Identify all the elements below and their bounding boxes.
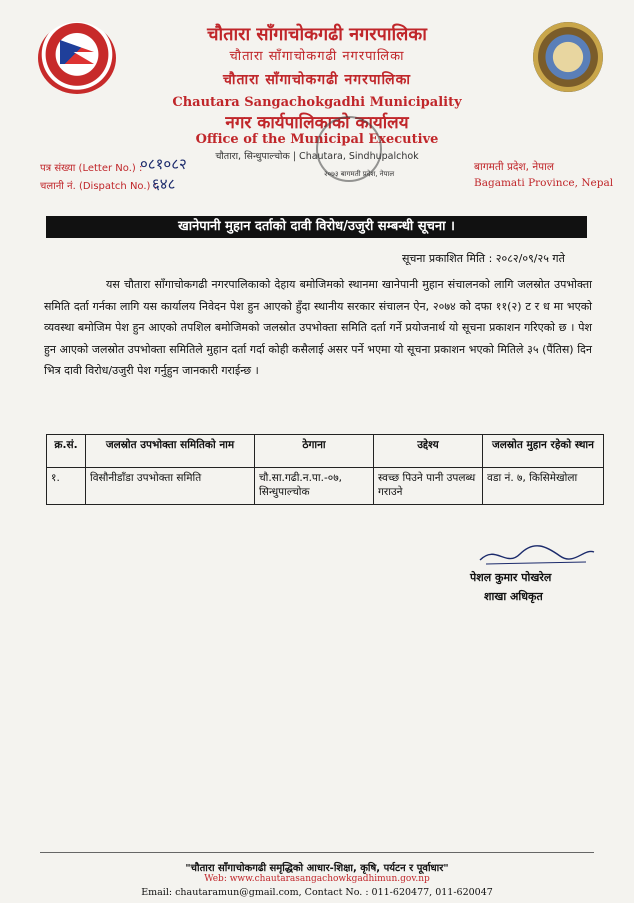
office-name-nepali: नगर कार्यपालिकाको कार्यालय (225, 113, 409, 133)
table-header-row (47, 435, 604, 468)
office-name-english: Office of the Municipal Executive (195, 132, 439, 147)
col-committee-name: जलस्रोत उपभोक्ता समितिको नाम (86, 435, 255, 468)
col-purpose: उद्देश्य (374, 435, 483, 468)
dispatch-no-label: चलानी नं. (Dispatch No.) : (40, 181, 157, 192)
notice-title-banner: खानेपानी मुहान दर्ताको दावी विरोध/उजुरी सम्बन्धी सूचना । (46, 216, 587, 238)
notice-body: यस चौतारा साँगाचोकगढी नगरपालिकाको देहाय बमोजिमको स्थानमा खानेपानी मुहान संचालनको लागि जलस्रोत उपभोक्ता समिति दर्ता गर्नका लागि यस कार्यालय निवेदन पेश हुन आएको हुँदा स्थानीय सरकार संचालन ऐन, २०७४ को दफा ११(२) ट र ध मा भएको व्यवस्था बमोजिम पेश हुन आएको तपशिल बमोजिमको जलस्रोत उपभोक्ता समिति दर्ता गर्ने प्रयोजनार्थ यो सूचना प्रकाशन गरिएको छ । पेश हुन आएको जलस्रोत उपभोक्ता समितिले मुहान दर्ता गर्दा कोही कसैलाई असर पर्ने भएमा यो सूचना प्रकाशन भएको मितिले ३५ (पैंतिस) दिन भित्र दावी विरोध/उजुरी पेश गर्नुहुन जानकारी गराईन्छ । (44, 278, 592, 377)
letter-no-value: ०८१०८२ (140, 155, 187, 173)
province-english: Bagamati Province, Nepal (474, 177, 614, 189)
handwritten-signature (476, 540, 598, 570)
province-nepali: बागमती प्रदेश, नेपाल (474, 161, 554, 173)
cell-serial: १. (47, 468, 86, 505)
footer-contact: Email: chautaramun@gmail.com, Contact No. : 011-620477, 011-620047 (141, 887, 493, 898)
municipality-name-english: Chautara Sangachokgadhi Municipality (172, 95, 462, 110)
cell-source-location: वडा नं. ७, किसिमेखोला (483, 468, 604, 505)
cell-committee-name: विसौनीडाँडा उपभोक्ता समिति (86, 468, 255, 505)
signatory-name: पेशल कुमार पोखरेल (470, 571, 552, 584)
signatory-title: शाखा अधिकृत (484, 590, 543, 603)
dispatch-no-value: ६४८ (152, 175, 176, 193)
municipality-name-script-1: चौतारा साँगाचोकगढी नगरपालिका (229, 49, 405, 64)
cell-address: चौ.सा.गढी.न.पा.-०७, सिन्धुपाल्चोक (255, 468, 374, 505)
footer-slogan: "चौतारा साँगाचोकगढी समृद्धिको आधार-शिक्षा, कृषि, पर्यटन र पूर्वाधार" (185, 863, 449, 874)
footer-website: Web: www.chautarasangachowkgadhimun.gov.np (204, 874, 430, 884)
col-address: ठेगाना (255, 435, 374, 468)
cell-purpose: स्वच्छ पिउने पानी उपलब्ध गराउने (374, 468, 483, 505)
col-source-location: जलस्रोत मुहान रहेको स्थान (483, 435, 604, 468)
letter-no-label: पत्र संख्या (Letter No.) : (40, 163, 143, 174)
table-row (47, 468, 604, 505)
committee-table (46, 434, 604, 505)
municipality-name-nepali: चौतारा साँगाचोकगढी नगरपालिका (207, 24, 427, 45)
office-address: चौतारा, सिन्धुपाल्चोक | Chautara, Sindhupalchok (215, 151, 419, 162)
footer-divider (40, 852, 594, 853)
published-date: सूचना प्रकाशित मिति : २०८२/०९/२५ गते (402, 252, 565, 265)
stamp-text: २०७३ बागमती प्रदेश, नेपाल (324, 170, 395, 178)
col-serial: क्र.सं. (47, 435, 86, 468)
municipality-name-script-2: चौतारा साँगाचोकगढी नगरपालिका (223, 72, 411, 88)
